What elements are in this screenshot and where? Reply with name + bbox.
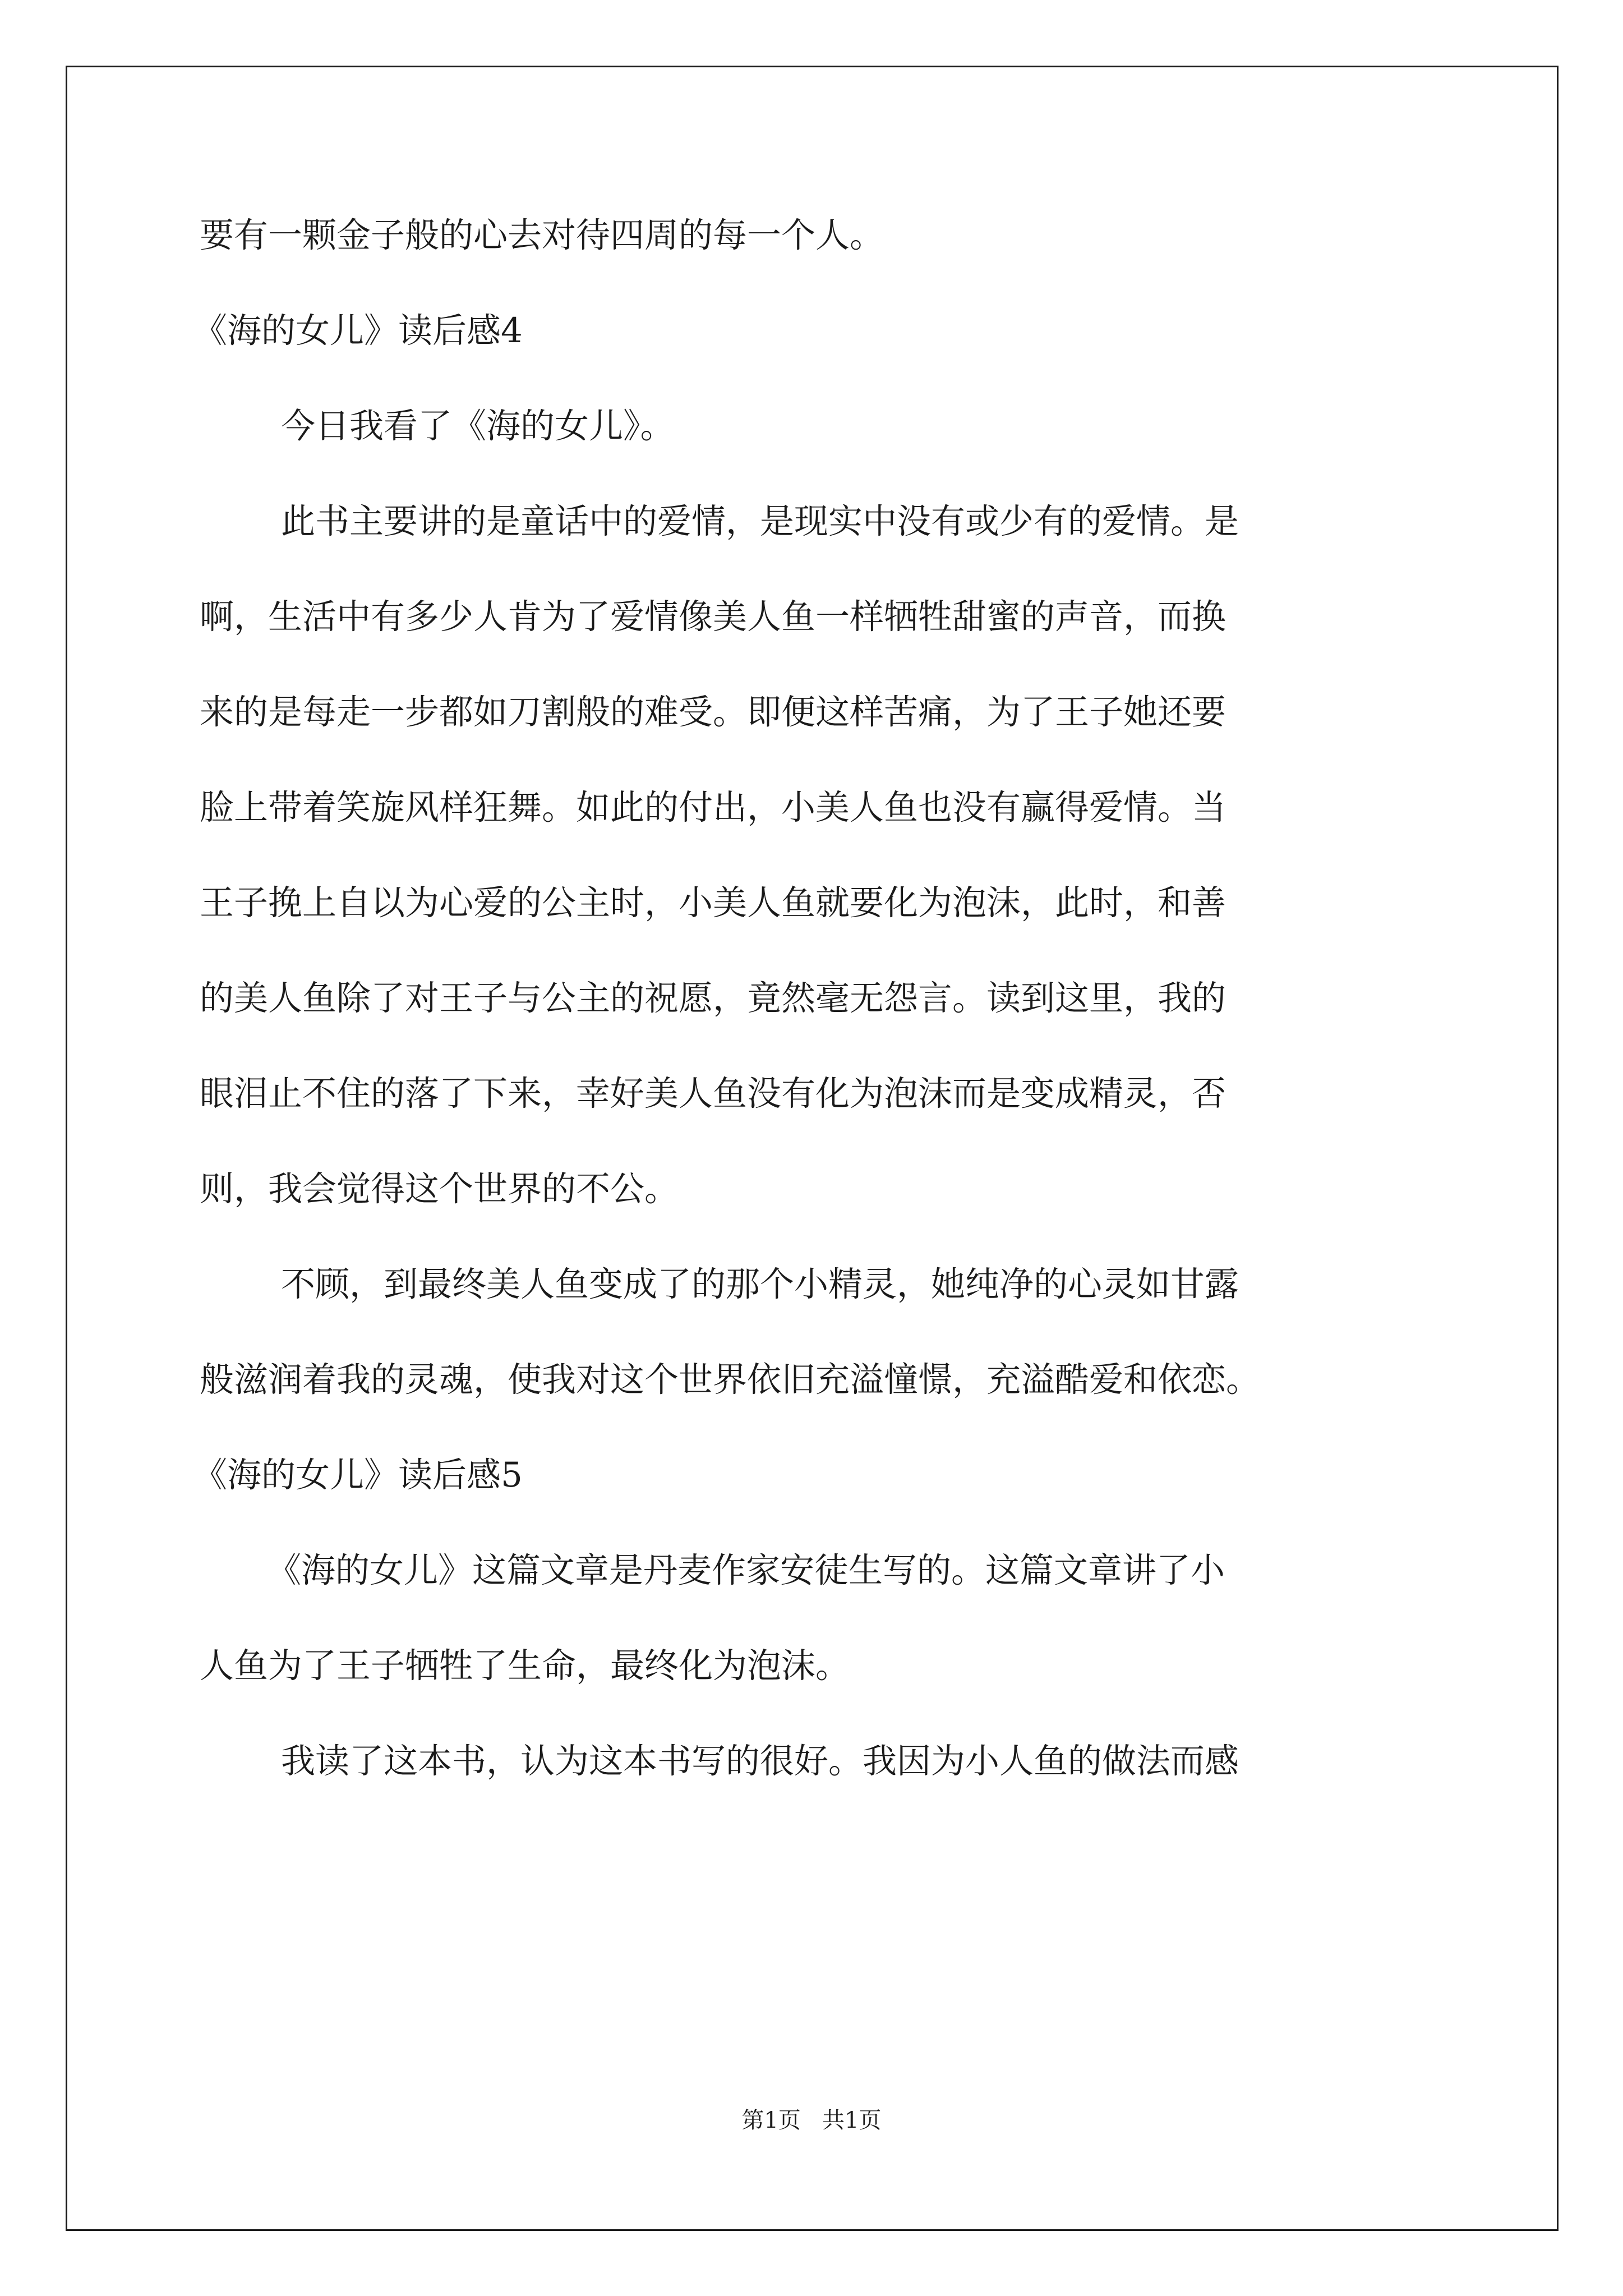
paragraph-first-line: 《海的女儿》这篇文章是丹麦作家安徒生写的。这篇文章讲了小 [267, 1550, 1225, 1590]
text-line: 的美人鱼除了对王子与公主的祝愿，竟然毫无怨言。读到这里，我的 [200, 978, 1227, 1018]
page-border [66, 66, 1559, 2231]
paragraph-first-line: 今日我看了《海的女儿》。 [281, 406, 675, 446]
section-heading: 《海的女儿》读后感5 [193, 1455, 523, 1495]
text-line: 啊，生活中有多少人肯为了爱情像美人鱼一样牺牲甜蜜的声音，而换 [200, 597, 1227, 637]
text-line: 般滋润着我的灵魂，使我对这个世界依旧充溢憧憬，充溢酷爱和依恋。 [200, 1360, 1261, 1400]
page-footer: 第1页 共1页 [741, 2108, 882, 2133]
text-line: 来的是每走一步都如刀割般的难受。即便这样苦痛，为了王子她还要 [200, 692, 1227, 732]
section-heading: 《海的女儿》读后感4 [193, 311, 523, 351]
text-line: 要有一颗金子般的心去对待四周的每一个人。 [200, 215, 884, 255]
paragraph-first-line: 此书主要讲的是童话中的爱情，是现实中没有或少有的爱情。是 [281, 501, 1239, 541]
paragraph-first-line: 我读了这本书，认为这本书写的很好。我因为小人鱼的做法而感 [281, 1741, 1239, 1781]
text-line: 王子挽上自以为心爱的公主时，小美人鱼就要化为泡沫，此时，和善 [200, 883, 1227, 923]
paragraph-first-line: 不顾，到最终美人鱼变成了的那个小精灵，她纯净的心灵如甘露 [281, 1264, 1239, 1304]
text-line: 人鱼为了王子牺牲了生命，最终化为泡沫。 [200, 1646, 850, 1686]
text-line: 则，我会觉得这个世界的不公。 [200, 1169, 679, 1209]
text-line: 眼泪止不住的落了下来，幸好美人鱼没有化为泡沫而是变成精灵，否 [200, 1074, 1227, 1114]
text-line: 脸上带着笑旋风样狂舞。如此的付出，小美人鱼也没有赢得爱情。当 [200, 788, 1227, 827]
